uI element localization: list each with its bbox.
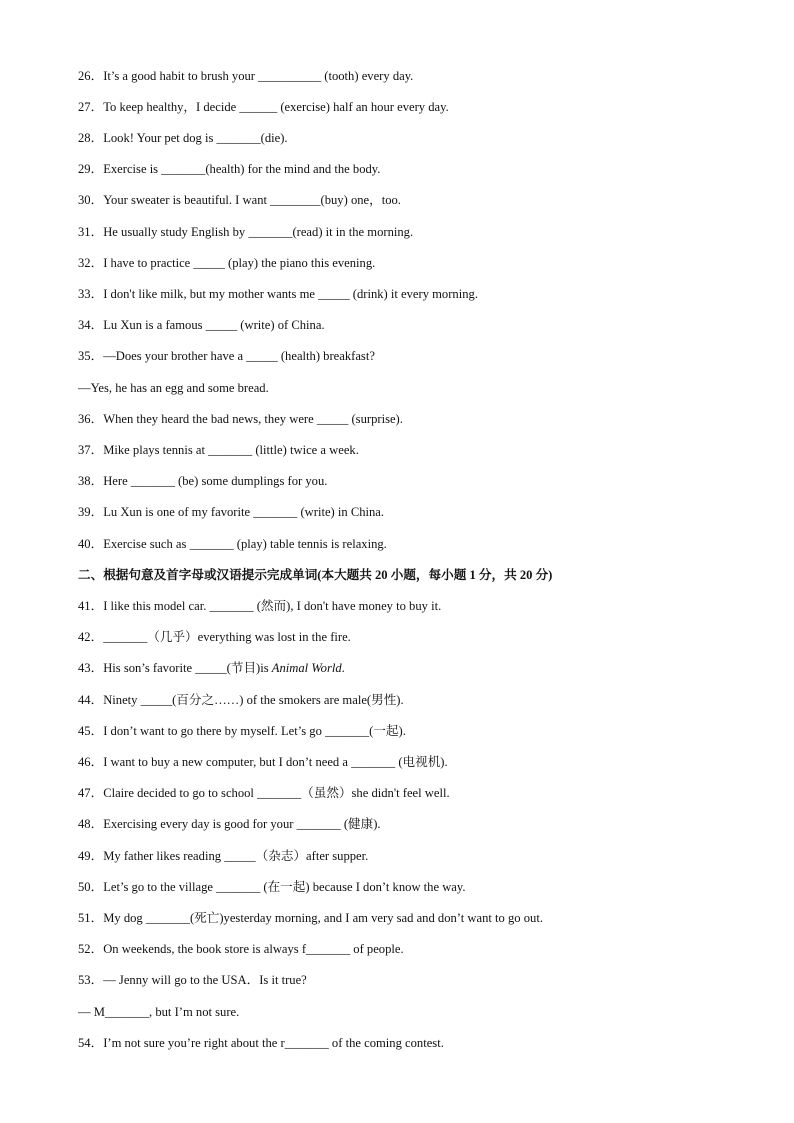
- question-hint: (write) in China.: [297, 505, 385, 519]
- answer-blank[interactable]: _______: [104, 1005, 150, 1019]
- answer-blank[interactable]: _____: [318, 287, 350, 301]
- question-26: [78, 68, 754, 84]
- question-hint: （几乎）everything was lost in the fire.: [147, 630, 351, 644]
- question-text: He usually study English by: [103, 225, 249, 239]
- question-text: I have to practice: [103, 256, 194, 270]
- question-hint: (死亡)yesterday morning, and I am very sad and don’t want to go out.: [189, 911, 543, 925]
- question-number: 28．: [78, 131, 104, 145]
- question-text: Claire decided to go to school: [103, 786, 258, 800]
- question-29: [78, 161, 754, 177]
- question-text: Exercise is: [103, 162, 162, 176]
- question-number: 54．: [78, 1036, 104, 1050]
- question-number: 46．: [78, 755, 104, 769]
- question-hint: (be) some dumplings for you.: [174, 474, 328, 488]
- question-34: [78, 317, 754, 333]
- question-37: [78, 442, 754, 458]
- question-27: [78, 99, 754, 115]
- question-number: 43．: [78, 661, 104, 675]
- section-heading: 二、根据句意及首字母或汉语提示完成单词(本大题共 20 小题，每小题 1 分，共 20 分): [78, 568, 553, 582]
- question-text: My dog: [103, 911, 146, 925]
- answer-blank[interactable]: _______: [351, 755, 396, 769]
- question-hint: (health) for the mind and the body.: [205, 162, 381, 176]
- question-hint: (play) table tennis is relaxing.: [233, 537, 387, 551]
- answer-blank[interactable]: _____: [193, 256, 225, 270]
- question-39: [78, 504, 754, 520]
- question-53: [78, 972, 754, 988]
- answer-blank[interactable]: _____: [205, 318, 238, 332]
- question-47: [78, 785, 754, 801]
- question-number: 45．: [78, 724, 104, 738]
- question-text: I don't like milk, but my mother wants me: [103, 287, 319, 301]
- answer-blank[interactable]: _______: [253, 505, 298, 519]
- question-48: [78, 816, 754, 832]
- answer-blank[interactable]: _______: [306, 942, 351, 956]
- question-text: — M: [78, 1005, 105, 1019]
- question-number: 32．: [78, 256, 104, 270]
- question-text: When they heard the bad news, they were: [103, 412, 317, 426]
- question-hint: (节目)is: [226, 661, 272, 675]
- question-42: [78, 629, 754, 645]
- answer-blank[interactable]: _______: [189, 537, 234, 551]
- answer-blank[interactable]: _______: [208, 443, 253, 457]
- question-number: 26．: [78, 69, 104, 83]
- question-text: On weekends, the book store is always f: [103, 942, 307, 956]
- question-hint: （杂志）after supper.: [255, 849, 369, 863]
- question-text: Ninety: [103, 693, 141, 707]
- question-number: 38．: [78, 474, 104, 488]
- question-hint: (在一起) because I don’t know the way.: [260, 880, 466, 894]
- question-number: 41．: [78, 599, 104, 613]
- question-text: Here: [103, 474, 131, 488]
- question-text: Let’s go to the village: [103, 880, 217, 894]
- question-44: [78, 692, 754, 708]
- question-hint: (buy) one，too.: [320, 193, 401, 207]
- question-hint: of people.: [350, 942, 404, 956]
- question-51: [78, 910, 754, 926]
- question-30: [78, 192, 754, 208]
- question-43: [78, 660, 754, 676]
- question-54: [78, 1035, 754, 1051]
- question-text: To keep healthy，I decide: [103, 100, 240, 114]
- question-text: —Yes, he has an egg and some bread.: [78, 381, 269, 395]
- question-hint: (play) the piano this evening.: [224, 256, 376, 270]
- question-hint: (健康).: [340, 817, 381, 831]
- question-49: [78, 848, 754, 864]
- question-28: [78, 130, 754, 146]
- answer-blank[interactable]: ______: [239, 100, 278, 114]
- question-hint: (drink) it every morning.: [349, 287, 478, 301]
- question-number: 40．: [78, 537, 104, 551]
- question-46: [78, 754, 754, 770]
- question-number: 35．: [78, 349, 104, 363]
- answer-blank[interactable]: _____: [140, 693, 173, 707]
- question-text: His son’s favorite: [103, 661, 196, 675]
- answer-blank[interactable]: _______: [248, 225, 293, 239]
- question-35: [78, 348, 754, 364]
- answer-blank[interactable]: _______: [130, 474, 175, 488]
- question-hint: (一起).: [369, 724, 406, 738]
- question-number: 39．: [78, 505, 104, 519]
- question-hint: (health) breakfast?: [277, 349, 375, 363]
- question-number: 37．: [78, 443, 104, 457]
- question-text: Exercise such as: [103, 537, 190, 551]
- question-hint: (然而), I don't have money to buy it.: [253, 599, 442, 613]
- question-number: 48．: [78, 817, 104, 831]
- question-number: 29．: [78, 162, 104, 176]
- question-hint: (tooth) every day.: [321, 69, 414, 83]
- question-36: [78, 411, 754, 427]
- question-number: 27．: [78, 100, 104, 114]
- question-hint: (百分之……) of the smokers are male(男性).: [172, 693, 404, 707]
- question-text: — Jenny will go to the USA．Is it true?: [103, 973, 307, 987]
- question-hint: (read) it in the morning.: [292, 225, 414, 239]
- question-text: My father likes reading: [103, 849, 225, 863]
- answer-blank[interactable]: _______: [257, 786, 302, 800]
- answer-blank[interactable]: _______: [161, 162, 206, 176]
- answer-blank[interactable]: _____: [224, 849, 256, 863]
- question-45: [78, 723, 754, 739]
- answer-blank[interactable]: _______: [103, 630, 148, 644]
- question-text: Lu Xun is a famous: [103, 318, 206, 332]
- question-text: I don’t want to go there by myself. Let’s go: [103, 724, 326, 738]
- question-40: [78, 536, 754, 552]
- answer-blank[interactable]: _______: [209, 599, 254, 613]
- answer-blank[interactable]: _____: [316, 412, 349, 426]
- answer-blank[interactable]: _______: [216, 880, 261, 894]
- question-hint: (surprise).: [348, 412, 403, 426]
- question-33: [78, 286, 754, 302]
- question-hint: , but I’m not sure.: [149, 1005, 240, 1019]
- question-number: 50．: [78, 880, 104, 894]
- question-text: Exercising every day is good for your: [103, 817, 297, 831]
- answer-blank[interactable]: _______: [216, 131, 261, 145]
- question-35-reply: [78, 380, 754, 396]
- question-hint: (die).: [260, 131, 288, 145]
- question-32: [78, 255, 754, 271]
- question-number: 52．: [78, 942, 104, 956]
- question-text: —Does your brother have a: [103, 349, 247, 363]
- question-text: I’m not sure you’re right about the r: [103, 1036, 285, 1050]
- question-text: Your sweater is beautiful. I want: [103, 193, 271, 207]
- question-number: 42．: [78, 630, 104, 644]
- question-52: [78, 941, 754, 957]
- question-text: I want to buy a new computer, but I don’t need a: [103, 755, 352, 769]
- question-text: Look! Your pet dog is: [103, 131, 217, 145]
- question-number: 44．: [78, 693, 104, 707]
- question-41: [78, 598, 754, 614]
- program-title: Animal World: [271, 661, 342, 675]
- answer-blank[interactable]: _______: [145, 911, 190, 925]
- question-hint: (little) twice a week.: [252, 443, 359, 457]
- answer-blank[interactable]: __________: [258, 69, 322, 83]
- answer-blank[interactable]: _______: [284, 1036, 329, 1050]
- question-number: 30．: [78, 193, 104, 207]
- answer-blank[interactable]: ________: [270, 193, 321, 207]
- question-number: 49．: [78, 849, 104, 863]
- question-text: Mike plays tennis at: [103, 443, 209, 457]
- question-number: 47．: [78, 786, 104, 800]
- question-hint: of the coming contest.: [328, 1036, 444, 1050]
- question-hint: (exercise) half an hour every day.: [277, 100, 449, 114]
- question-hint: (电视机).: [395, 755, 448, 769]
- question-hint: （虽然）she didn't feel well.: [301, 786, 450, 800]
- question-text: I like this model car.: [103, 599, 210, 613]
- question-number: 53．: [78, 973, 104, 987]
- question-text: It’s a good habit to brush your: [103, 69, 259, 83]
- question-number: 51．: [78, 911, 104, 925]
- question-number: 36．: [78, 412, 104, 426]
- question-53-reply: [78, 1004, 754, 1020]
- answer-blank[interactable]: _____: [246, 349, 278, 363]
- answer-blank[interactable]: _____: [195, 661, 227, 675]
- answer-blank[interactable]: _______: [325, 724, 370, 738]
- question-31: [78, 224, 754, 240]
- question-number: 34．: [78, 318, 104, 332]
- answer-blank[interactable]: _______: [296, 817, 341, 831]
- question-number: 33．: [78, 287, 104, 301]
- question-38: [78, 473, 754, 489]
- question-50: [78, 879, 754, 895]
- question-tail: .: [341, 661, 345, 675]
- question-text: Lu Xun is one of my favorite: [103, 505, 254, 519]
- question-hint: (write) of China.: [237, 318, 325, 332]
- question-number: 31．: [78, 225, 104, 239]
